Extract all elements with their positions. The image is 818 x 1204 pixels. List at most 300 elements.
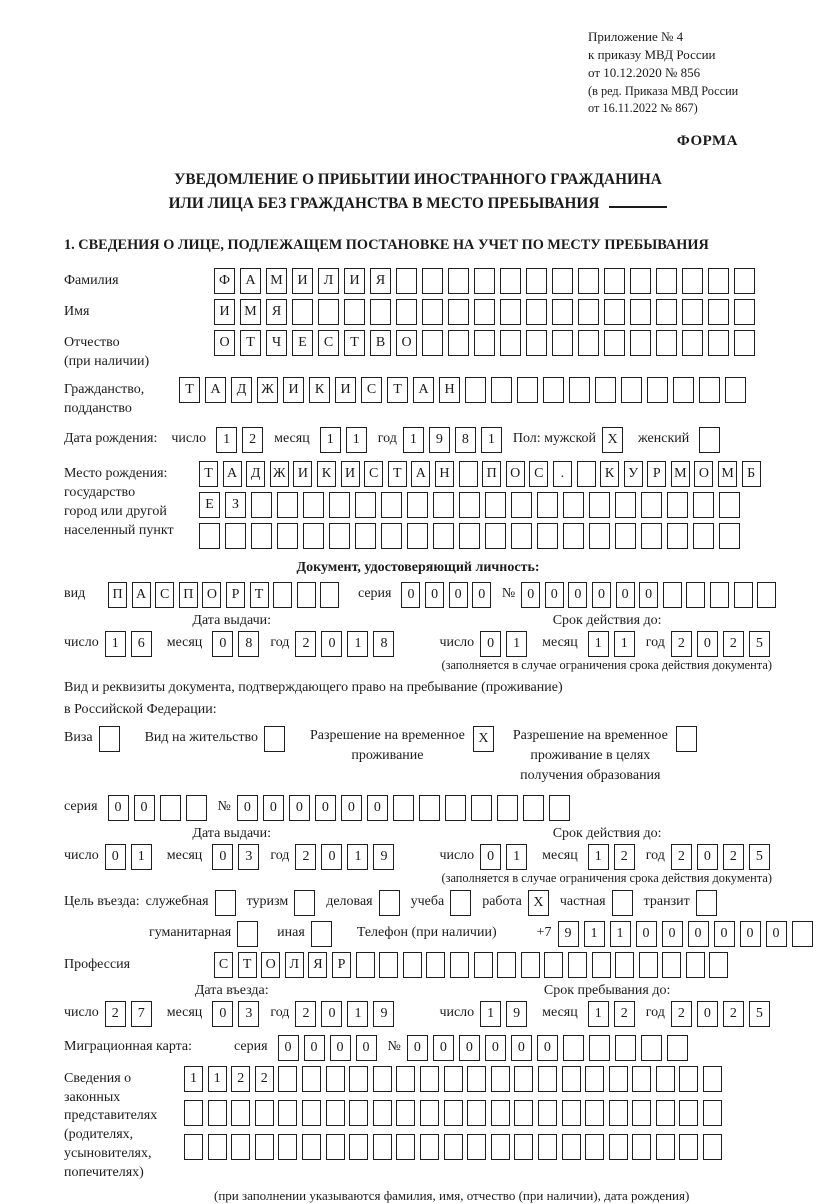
box-cell[interactable]: 2: [255, 1066, 274, 1092]
box-cell[interactable]: [709, 952, 728, 978]
box-cell[interactable]: 1: [506, 631, 527, 657]
box-cell[interactable]: [208, 1100, 227, 1126]
box-cell[interactable]: 0: [480, 631, 501, 657]
box-cell[interactable]: [349, 1100, 368, 1126]
box-cell[interactable]: [255, 1100, 274, 1126]
box-cell[interactable]: 1: [506, 844, 527, 870]
box-cell[interactable]: [563, 492, 584, 518]
box-cell[interactable]: [474, 330, 495, 356]
box-cell[interactable]: Е: [292, 330, 313, 356]
box-cell[interactable]: [396, 1134, 415, 1160]
box-cell[interactable]: [450, 890, 471, 916]
box-cell[interactable]: [552, 268, 573, 294]
box-cell[interactable]: 5: [749, 844, 770, 870]
box-cell[interactable]: [703, 1100, 722, 1126]
box-cell[interactable]: 5: [749, 631, 770, 657]
box-cell[interactable]: С: [361, 377, 382, 403]
box-cell[interactable]: [792, 921, 813, 947]
box-cell[interactable]: 7: [131, 1001, 152, 1027]
transit-checkbox[interactable]: [696, 890, 722, 916]
birth-day-input[interactable]: [216, 427, 268, 453]
box-cell[interactable]: [419, 795, 440, 821]
box-cell[interactable]: 0: [321, 844, 342, 870]
official-checkbox[interactable]: [215, 890, 241, 916]
box-cell[interactable]: [699, 377, 720, 403]
box-cell[interactable]: [99, 726, 120, 752]
box-cell[interactable]: 0: [407, 1035, 428, 1061]
box-cell[interactable]: [563, 1035, 584, 1061]
residence-issue-day-input[interactable]: [105, 844, 157, 870]
box-cell[interactable]: 1: [614, 631, 635, 657]
box-cell[interactable]: [615, 952, 634, 978]
box-cell[interactable]: [379, 890, 400, 916]
box-cell[interactable]: [491, 1100, 510, 1126]
box-cell[interactable]: О: [396, 330, 417, 356]
entry-day-input[interactable]: [105, 1001, 157, 1027]
box-cell[interactable]: 1: [403, 427, 424, 453]
migration-series-input[interactable]: [278, 1035, 382, 1061]
box-cell[interactable]: 2: [671, 631, 692, 657]
box-cell[interactable]: [604, 330, 625, 356]
box-cell[interactable]: [294, 890, 315, 916]
box-cell[interactable]: [604, 299, 625, 325]
box-cell[interactable]: Т: [240, 330, 261, 356]
box-cell[interactable]: 0: [263, 795, 284, 821]
box-cell[interactable]: [349, 1066, 368, 1092]
box-cell[interactable]: Т: [250, 582, 269, 608]
box-cell[interactable]: В: [370, 330, 391, 356]
box-cell[interactable]: [426, 952, 445, 978]
box-cell[interactable]: Д: [231, 377, 252, 403]
id-doc-valid-day-input[interactable]: [480, 631, 532, 657]
box-cell[interactable]: 2: [295, 1001, 316, 1027]
box-cell[interactable]: [682, 268, 703, 294]
box-cell[interactable]: О: [202, 582, 221, 608]
box-cell[interactable]: 1: [588, 1001, 609, 1027]
box-cell[interactable]: [514, 1066, 533, 1092]
box-cell[interactable]: X: [528, 890, 549, 916]
box-cell[interactable]: С: [529, 461, 548, 487]
box-cell[interactable]: [467, 1066, 486, 1092]
box-cell[interactable]: [393, 795, 414, 821]
temp-residence-education-checkbox[interactable]: [676, 726, 702, 752]
box-cell[interactable]: Т: [388, 461, 407, 487]
box-cell[interactable]: 0: [697, 844, 718, 870]
box-cell[interactable]: [225, 523, 246, 549]
box-cell[interactable]: Р: [647, 461, 666, 487]
box-cell[interactable]: 1: [216, 427, 237, 453]
box-cell[interactable]: 1: [610, 921, 631, 947]
box-cell[interactable]: 0: [315, 795, 336, 821]
box-cell[interactable]: Е: [199, 492, 220, 518]
box-cell[interactable]: [420, 1100, 439, 1126]
box-cell[interactable]: [523, 795, 544, 821]
box-cell[interactable]: [292, 299, 313, 325]
box-cell[interactable]: [676, 726, 697, 752]
box-cell[interactable]: [396, 299, 417, 325]
residence-valid-month-input[interactable]: [588, 844, 640, 870]
visa-checkbox[interactable]: [99, 726, 125, 752]
box-cell[interactable]: [537, 492, 558, 518]
box-cell[interactable]: [615, 523, 636, 549]
box-cell[interactable]: [710, 582, 729, 608]
box-cell[interactable]: [734, 582, 753, 608]
id-doc-issue-day-input[interactable]: [105, 631, 157, 657]
box-cell[interactable]: 1: [346, 427, 367, 453]
box-cell[interactable]: [474, 952, 493, 978]
box-cell[interactable]: 0: [212, 844, 233, 870]
box-cell[interactable]: 3: [238, 1001, 259, 1027]
box-cell[interactable]: 0: [330, 1035, 351, 1061]
box-cell[interactable]: [552, 330, 573, 356]
box-cell[interactable]: [632, 1100, 651, 1126]
box-cell[interactable]: [407, 492, 428, 518]
box-cell[interactable]: [641, 523, 662, 549]
box-cell[interactable]: 0: [568, 582, 587, 608]
box-cell[interactable]: [184, 1100, 203, 1126]
box-cell[interactable]: [444, 1134, 463, 1160]
box-cell[interactable]: [379, 952, 398, 978]
box-cell[interactable]: [609, 1134, 628, 1160]
box-cell[interactable]: [686, 952, 705, 978]
box-cell[interactable]: 0: [714, 921, 735, 947]
box-cell[interactable]: [734, 330, 755, 356]
box-cell[interactable]: [734, 299, 755, 325]
box-cell[interactable]: [526, 268, 547, 294]
box-cell[interactable]: [302, 1066, 321, 1092]
box-cell[interactable]: [407, 523, 428, 549]
box-cell[interactable]: [632, 1134, 651, 1160]
box-cell[interactable]: [656, 1100, 675, 1126]
box-cell[interactable]: X: [473, 726, 494, 752]
box-cell[interactable]: Л: [318, 268, 339, 294]
box-cell[interactable]: [667, 492, 688, 518]
box-cell[interactable]: [403, 952, 422, 978]
box-cell[interactable]: [615, 1035, 636, 1061]
box-cell[interactable]: [485, 492, 506, 518]
box-cell[interactable]: [552, 299, 573, 325]
box-cell[interactable]: 0: [472, 582, 491, 608]
box-cell[interactable]: [448, 299, 469, 325]
box-cell[interactable]: [497, 795, 518, 821]
sex-female-checkbox[interactable]: [699, 427, 725, 453]
box-cell[interactable]: Т: [179, 377, 200, 403]
box-cell[interactable]: [396, 1066, 415, 1092]
box-cell[interactable]: [562, 1100, 581, 1126]
box-cell[interactable]: 0: [697, 631, 718, 657]
box-cell[interactable]: 0: [592, 582, 611, 608]
box-cell[interactable]: 8: [455, 427, 476, 453]
box-cell[interactable]: 2: [614, 844, 635, 870]
box-cell[interactable]: [719, 492, 740, 518]
box-cell[interactable]: Т: [387, 377, 408, 403]
box-cell[interactable]: [302, 1100, 321, 1126]
box-cell[interactable]: О: [214, 330, 235, 356]
box-cell[interactable]: К: [317, 461, 336, 487]
box-cell[interactable]: [303, 492, 324, 518]
box-cell[interactable]: [160, 795, 181, 821]
box-cell[interactable]: [474, 268, 495, 294]
box-cell[interactable]: [474, 299, 495, 325]
box-cell[interactable]: Р: [332, 952, 351, 978]
box-cell[interactable]: Д: [246, 461, 265, 487]
box-cell[interactable]: [589, 492, 610, 518]
box-cell[interactable]: [647, 377, 668, 403]
box-cell[interactable]: 0: [108, 795, 129, 821]
box-cell[interactable]: С: [318, 330, 339, 356]
box-cell[interactable]: 0: [356, 1035, 377, 1061]
box-cell[interactable]: [370, 299, 391, 325]
entry-month-input[interactable]: [212, 1001, 264, 1027]
box-cell[interactable]: [381, 492, 402, 518]
box-cell[interactable]: 0: [521, 582, 540, 608]
box-cell[interactable]: [277, 492, 298, 518]
box-cell[interactable]: 2: [295, 844, 316, 870]
box-cell[interactable]: [467, 1100, 486, 1126]
box-cell[interactable]: Т: [199, 461, 218, 487]
box-cell[interactable]: Ф: [214, 268, 235, 294]
box-cell[interactable]: [500, 268, 521, 294]
box-cell[interactable]: 0: [367, 795, 388, 821]
box-cell[interactable]: [609, 1066, 628, 1092]
box-cell[interactable]: [444, 1066, 463, 1092]
box-cell[interactable]: [585, 1066, 604, 1092]
box-cell[interactable]: [231, 1100, 250, 1126]
box-cell[interactable]: [517, 377, 538, 403]
id-doc-valid-month-input[interactable]: [588, 631, 640, 657]
entry-year-input[interactable]: [295, 1001, 399, 1027]
box-cell[interactable]: Ч: [266, 330, 287, 356]
humanitarian-checkbox[interactable]: [237, 921, 263, 947]
box-cell[interactable]: [703, 1134, 722, 1160]
box-cell[interactable]: 2: [242, 427, 263, 453]
box-cell[interactable]: [329, 492, 350, 518]
box-cell[interactable]: 1: [131, 844, 152, 870]
box-cell[interactable]: К: [600, 461, 619, 487]
box-cell[interactable]: 6: [131, 631, 152, 657]
box-cell[interactable]: 2: [723, 1001, 744, 1027]
id-doc-issue-month-input[interactable]: [212, 631, 264, 657]
box-cell[interactable]: [757, 582, 776, 608]
box-cell[interactable]: 2: [295, 631, 316, 657]
private-checkbox[interactable]: [612, 890, 638, 916]
box-cell[interactable]: И: [214, 299, 235, 325]
box-cell[interactable]: [329, 523, 350, 549]
box-cell[interactable]: [630, 268, 651, 294]
box-cell[interactable]: .: [553, 461, 572, 487]
box-cell[interactable]: [585, 1134, 604, 1160]
work-checkbox[interactable]: [528, 890, 554, 916]
box-cell[interactable]: 0: [688, 921, 709, 947]
box-cell[interactable]: 1: [347, 844, 368, 870]
box-cell[interactable]: [585, 1100, 604, 1126]
box-cell[interactable]: [562, 1134, 581, 1160]
box-cell[interactable]: [679, 1100, 698, 1126]
box-cell[interactable]: С: [214, 952, 233, 978]
box-cell[interactable]: 0: [425, 582, 444, 608]
box-cell[interactable]: [699, 427, 720, 453]
stay-month-input[interactable]: [588, 1001, 640, 1027]
box-cell[interactable]: [355, 523, 376, 549]
box-cell[interactable]: С: [155, 582, 174, 608]
box-cell[interactable]: [514, 1100, 533, 1126]
box-cell[interactable]: [569, 377, 590, 403]
box-cell[interactable]: А: [223, 461, 242, 487]
temp-residence-checkbox[interactable]: [473, 726, 499, 752]
box-cell[interactable]: 5: [749, 1001, 770, 1027]
residence-number-input[interactable]: [237, 795, 575, 821]
box-cell[interactable]: [273, 582, 292, 608]
box-cell[interactable]: [511, 523, 532, 549]
box-cell[interactable]: П: [179, 582, 198, 608]
box-cell[interactable]: А: [413, 377, 434, 403]
box-cell[interactable]: [208, 1134, 227, 1160]
box-cell[interactable]: 9: [558, 921, 579, 947]
box-cell[interactable]: [578, 330, 599, 356]
box-cell[interactable]: [356, 952, 375, 978]
box-cell[interactable]: [641, 1035, 662, 1061]
box-cell[interactable]: [632, 1066, 651, 1092]
box-cell[interactable]: 0: [480, 844, 501, 870]
box-cell[interactable]: 0: [212, 1001, 233, 1027]
birth-month-input[interactable]: [320, 427, 372, 453]
box-cell[interactable]: И: [293, 461, 312, 487]
box-cell[interactable]: [448, 268, 469, 294]
box-cell[interactable]: [231, 1134, 250, 1160]
box-cell[interactable]: [396, 268, 417, 294]
residence-valid-year-input[interactable]: [671, 844, 775, 870]
box-cell[interactable]: 0: [485, 1035, 506, 1061]
business-checkbox[interactable]: [379, 890, 405, 916]
residence-issue-year-input[interactable]: [295, 844, 399, 870]
box-cell[interactable]: [302, 1134, 321, 1160]
box-cell[interactable]: [679, 1134, 698, 1160]
box-cell[interactable]: [433, 492, 454, 518]
box-cell[interactable]: [326, 1134, 345, 1160]
box-cell[interactable]: [326, 1066, 345, 1092]
box-cell[interactable]: [497, 952, 516, 978]
box-cell[interactable]: 1: [481, 427, 502, 453]
phone-input[interactable]: [558, 921, 818, 947]
box-cell[interactable]: 0: [341, 795, 362, 821]
box-cell[interactable]: 0: [278, 1035, 299, 1061]
box-cell[interactable]: Ж: [270, 461, 289, 487]
box-cell[interactable]: [673, 377, 694, 403]
box-cell[interactable]: О: [506, 461, 525, 487]
box-cell[interactable]: А: [132, 582, 151, 608]
box-cell[interactable]: 0: [237, 795, 258, 821]
box-cell[interactable]: 0: [433, 1035, 454, 1061]
box-cell[interactable]: [656, 268, 677, 294]
profession-input[interactable]: [214, 952, 733, 978]
box-cell[interactable]: 0: [321, 631, 342, 657]
box-cell[interactable]: 1: [320, 427, 341, 453]
box-cell[interactable]: 9: [373, 1001, 394, 1027]
box-cell[interactable]: [621, 377, 642, 403]
box-cell[interactable]: М: [240, 299, 261, 325]
box-cell[interactable]: [465, 377, 486, 403]
box-cell[interactable]: М: [671, 461, 690, 487]
box-cell[interactable]: И: [341, 461, 360, 487]
id-doc-number-input[interactable]: [521, 582, 781, 608]
box-cell[interactable]: 0: [616, 582, 635, 608]
birth-place-row2-input[interactable]: [199, 492, 765, 518]
box-cell[interactable]: [215, 890, 236, 916]
box-cell[interactable]: [630, 299, 651, 325]
box-cell[interactable]: 0: [697, 1001, 718, 1027]
box-cell[interactable]: [311, 921, 332, 947]
box-cell[interactable]: Я: [370, 268, 391, 294]
box-cell[interactable]: С: [364, 461, 383, 487]
box-cell[interactable]: П: [482, 461, 501, 487]
box-cell[interactable]: 2: [723, 844, 744, 870]
id-doc-type-input[interactable]: [108, 582, 344, 608]
study-checkbox[interactable]: [450, 890, 476, 916]
box-cell[interactable]: [373, 1066, 392, 1092]
box-cell[interactable]: Б: [742, 461, 761, 487]
box-cell[interactable]: 0: [289, 795, 310, 821]
box-cell[interactable]: [511, 492, 532, 518]
box-cell[interactable]: [656, 1134, 675, 1160]
box-cell[interactable]: [326, 1100, 345, 1126]
box-cell[interactable]: [199, 523, 220, 549]
box-cell[interactable]: М: [718, 461, 737, 487]
box-cell[interactable]: А: [240, 268, 261, 294]
id-doc-series-input[interactable]: [401, 582, 495, 608]
box-cell[interactable]: [471, 795, 492, 821]
box-cell[interactable]: [373, 1100, 392, 1126]
legal-row2-input[interactable]: [184, 1100, 727, 1126]
box-cell[interactable]: 2: [671, 1001, 692, 1027]
box-cell[interactable]: 2: [723, 631, 744, 657]
box-cell[interactable]: [373, 1134, 392, 1160]
box-cell[interactable]: [537, 523, 558, 549]
box-cell[interactable]: 0: [449, 582, 468, 608]
box-cell[interactable]: [344, 299, 365, 325]
box-cell[interactable]: 0: [740, 921, 761, 947]
box-cell[interactable]: 0: [321, 1001, 342, 1027]
box-cell[interactable]: 8: [238, 631, 259, 657]
box-cell[interactable]: [682, 299, 703, 325]
migration-number-input[interactable]: [407, 1035, 693, 1061]
box-cell[interactable]: [663, 582, 682, 608]
box-cell[interactable]: [491, 1134, 510, 1160]
box-cell[interactable]: 0: [639, 582, 658, 608]
box-cell[interactable]: [500, 330, 521, 356]
box-cell[interactable]: [589, 523, 610, 549]
box-cell[interactable]: [186, 795, 207, 821]
box-cell[interactable]: [667, 523, 688, 549]
id-doc-issue-year-input[interactable]: [295, 631, 399, 657]
box-cell[interactable]: А: [411, 461, 430, 487]
residence-series-input[interactable]: [108, 795, 212, 821]
box-cell[interactable]: [422, 330, 443, 356]
box-cell[interactable]: Л: [285, 952, 304, 978]
box-cell[interactable]: 3: [238, 844, 259, 870]
box-cell[interactable]: [184, 1134, 203, 1160]
box-cell[interactable]: И: [344, 268, 365, 294]
box-cell[interactable]: [639, 952, 658, 978]
box-cell[interactable]: [500, 299, 521, 325]
box-cell[interactable]: [433, 523, 454, 549]
box-cell[interactable]: 0: [304, 1035, 325, 1061]
box-cell[interactable]: [595, 377, 616, 403]
box-cell[interactable]: [485, 523, 506, 549]
box-cell[interactable]: [725, 377, 746, 403]
box-cell[interactable]: [734, 268, 755, 294]
box-cell[interactable]: [708, 299, 729, 325]
box-cell[interactable]: Я: [308, 952, 327, 978]
